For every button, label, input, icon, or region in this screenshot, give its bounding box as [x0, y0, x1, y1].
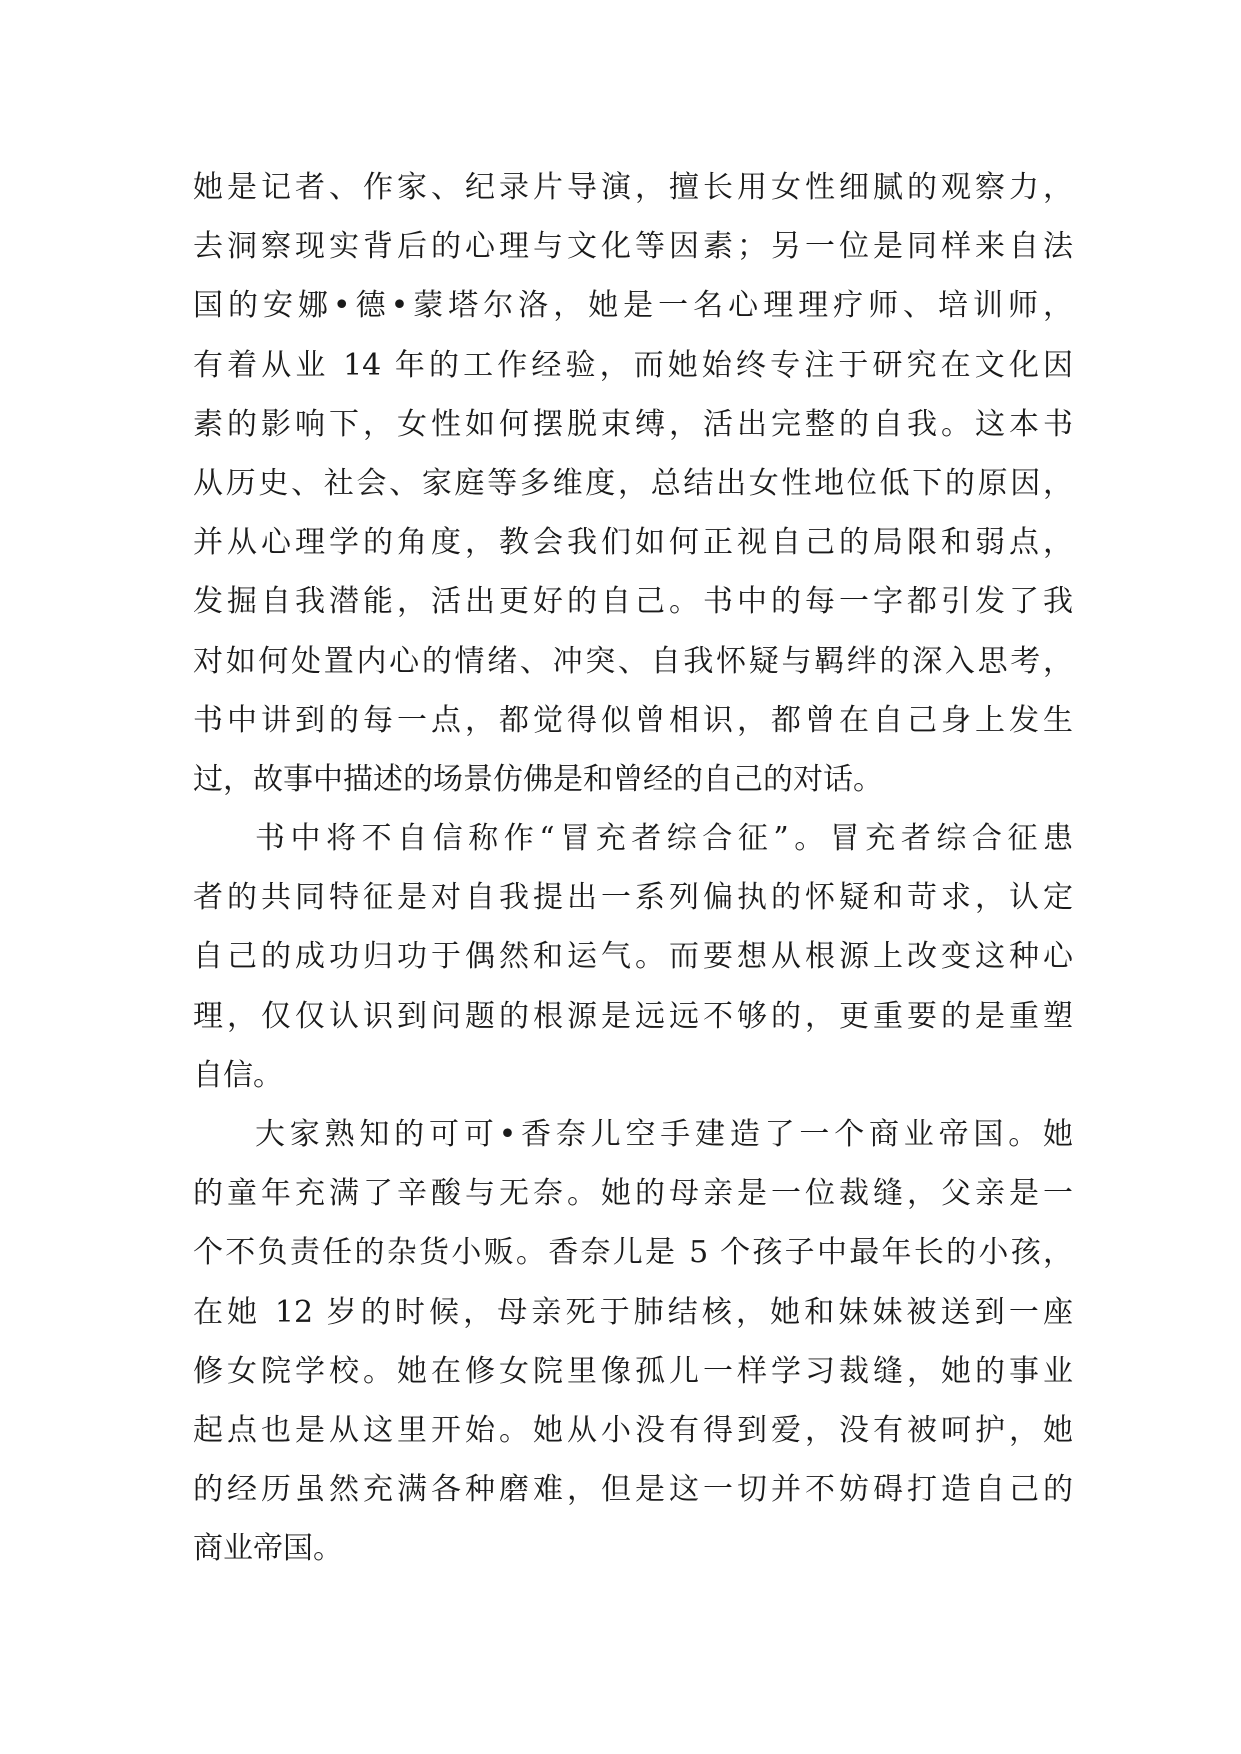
paragraph-line: 者的共同特征是对自我提出一系列偏执的怀疑和苛求，认定 — [193, 880, 1073, 916]
paragraph-line: 素的影响下，女性如何摆脱束缚，活出完整的自我。这本书 — [193, 406, 1073, 442]
paragraph-line: 在她 12 岁的时候，母亲死于肺结核，她和妹妹被送到一座 — [193, 1294, 1073, 1330]
paragraph-1 — [193, 158, 1073, 809]
paragraph-line: 自己的成功归功于偶然和运气。而要想从根源上改变这种心 — [193, 939, 1073, 975]
paragraph-2 — [193, 809, 1073, 1105]
paragraph-line: 对如何处置内心的情绪、冲突、自我怀疑与羁绊的深入思考， — [193, 643, 1073, 679]
paragraph-line: 自信。 — [193, 1057, 283, 1093]
paragraph-line: 过，故事中描述的场景仿佛是和曾经的自己的对话。 — [193, 761, 883, 797]
paragraph-line: 发掘自我潜能，活出更好的自己。书中的每一字都引发了我 — [193, 584, 1073, 620]
paragraph-line: 理，仅仅认识到问题的根源是远远不够的，更重要的是重塑 — [193, 998, 1073, 1034]
paragraph-line: 的经历虽然充满各种磨难，但是这一切并不妨碍打造自己的 — [193, 1472, 1073, 1508]
paragraph-line: 大家熟知的可可•香奈儿空手建造了一个商业帝国。她 — [255, 1117, 1073, 1152]
paragraph-line: 书中将不自信称作“冒充者综合征”。冒充者综合征患 — [255, 821, 1073, 857]
paragraph-line: 从历史、社会、家庭等多维度，总结出女性地位低下的原因， — [193, 465, 1073, 501]
paragraph-line: 有着从业 14 年的工作经验，而她始终专注于研究在文化因 — [193, 347, 1073, 383]
paragraph-line: 去洞察现实背后的心理与文化等因素；另一位是同样来自法 — [193, 229, 1073, 265]
paragraph-line: 商业帝国。 — [193, 1531, 343, 1567]
paragraph-line: 的童年充满了辛酸与无奈。她的母亲是一位裁缝，父亲是一 — [193, 1176, 1073, 1212]
paragraph-3 — [193, 1105, 1073, 1579]
paragraph-line: 修女院学校。她在修女院里像孤儿一样学习裁缝，她的事业 — [193, 1353, 1073, 1389]
paragraph-line: 并从心理学的角度，教会我们如何正视自己的局限和弱点， — [193, 525, 1073, 561]
paragraph-line: 国的安娜•德•蒙塔尔洛，她是一名心理理疗师、培训师， — [193, 288, 1073, 324]
paragraph-line: 书中讲到的每一点，都觉得似曾相识，都曾在自己身上发生 — [193, 702, 1073, 738]
paragraph-line: 她是记者、作家、纪录片导演，擅长用女性细腻的观察力， — [193, 170, 1073, 205]
paragraph-line: 起点也是从这里开始。她从小没有得到爱，没有被呵护，她 — [193, 1412, 1073, 1448]
paragraph-line: 个不负责任的杂货小贩。香奈儿是 5 个孩子中最年长的小孩， — [193, 1235, 1073, 1271]
document-body — [193, 158, 1073, 1579]
